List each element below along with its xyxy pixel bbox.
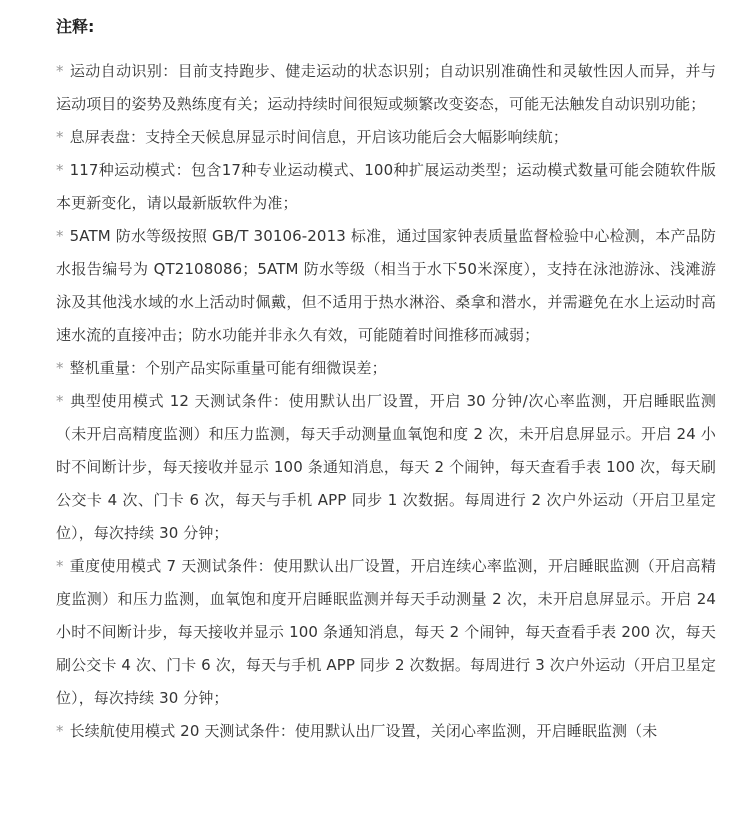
bullet-asterisk: * (56, 359, 64, 377)
note-sport-modes (56, 154, 716, 220)
note-text: 息屏表盘：支持全天候息屏显示时间信息，开启该功能后会大幅影响续航； (69, 128, 568, 146)
bullet-asterisk: * (56, 62, 64, 80)
bullet-asterisk: * (56, 227, 64, 245)
bullet-asterisk: * (56, 392, 64, 410)
note-text: 典型使用模式 12 天测试条件：使用默认出厂设置，开启 30 分钟/次心率监测，开启睡眠监测（未开启高精度监测）和压力监测，每天手动测量血氧饱和度 2 次，未开启息屏显示。开启 24 小时不间断计步，每天接收并显示 100 条通知消息，每天 2 个闹钟，每天查看手表 100 次，每天刷公交卡 4 次、门卡 6 次，每天与手机 APP 同步 1 次数据。每周进行 2 次户外运动（开启卫星定位），每次持续 30 分钟； (56, 392, 716, 542)
note-text: 117种运动模式：包含17种专业运动模式、100种扩展运动类型；运动模式数量可能会随软件版本更新变化，请以最新版软件为准； (56, 161, 716, 212)
note-text: 整机重量：个别产品实际重量可能有细微误差； (69, 359, 387, 377)
notes-document (56, 14, 716, 748)
note-text: 运动自动识别：目前支持跑步、健走运动的状态识别；自动识别准确性和灵敏性因人而异，并与运动项目的姿势及熟练度有关；运动持续时间很短或频繁改变姿态，可能无法触发自动识别功能； (56, 62, 716, 113)
note-text: 长续航使用模式 20 天测试条件：使用默认出厂设置，关闭心率监测，开启睡眠监测（未 (69, 722, 658, 740)
bullet-asterisk: * (56, 161, 64, 179)
note-always-on-display (56, 121, 716, 154)
note-auto-recognition (56, 55, 716, 121)
note-text: 重度使用模式 7 天测试条件：使用默认出厂设置，开启连续心率监测，开启睡眠监测（开启高精度监测）和压力监测，血氧饱和度开启睡眠监测并每天手动测量 2 次，未开启息屏显示。开启 24 小时不间断计步，每天接收并显示 100 条通知消息，每天 2 个闹钟，每天查看手表 200 次，每天刷公交卡 4 次、门卡 6 次，每天与手机 APP 同步 2 次数据。每周进行 3 次户外运动（开启卫星定位），每次持续 30 分钟； (56, 557, 716, 707)
note-weight (56, 352, 716, 385)
note-water-resistance (56, 220, 716, 352)
note-text: 5ATM 防水等级按照 GB/T 30106-2013 标准，通过国家钟表质量监督检验中心检测，本产品防水报告编号为 QT2108086；5ATM 防水等级（相当于水下50米深度），支持在泳池游泳、浅滩游泳及其他浅水域的水上活动时佩戴，但不适用于热水淋浴、桑拿和潜水，并需避免在水上运动时高速水流的直接冲击；防水功能并非永久有效，可能随着时间推移而减弱； (56, 227, 716, 344)
bullet-asterisk: * (56, 722, 64, 740)
bullet-asterisk: * (56, 557, 64, 575)
note-typical-usage (56, 385, 716, 550)
note-long-battery-usage (56, 715, 716, 748)
note-heavy-usage (56, 550, 716, 715)
bullet-asterisk: * (56, 128, 64, 146)
notes-heading: 注释: (56, 17, 95, 36)
